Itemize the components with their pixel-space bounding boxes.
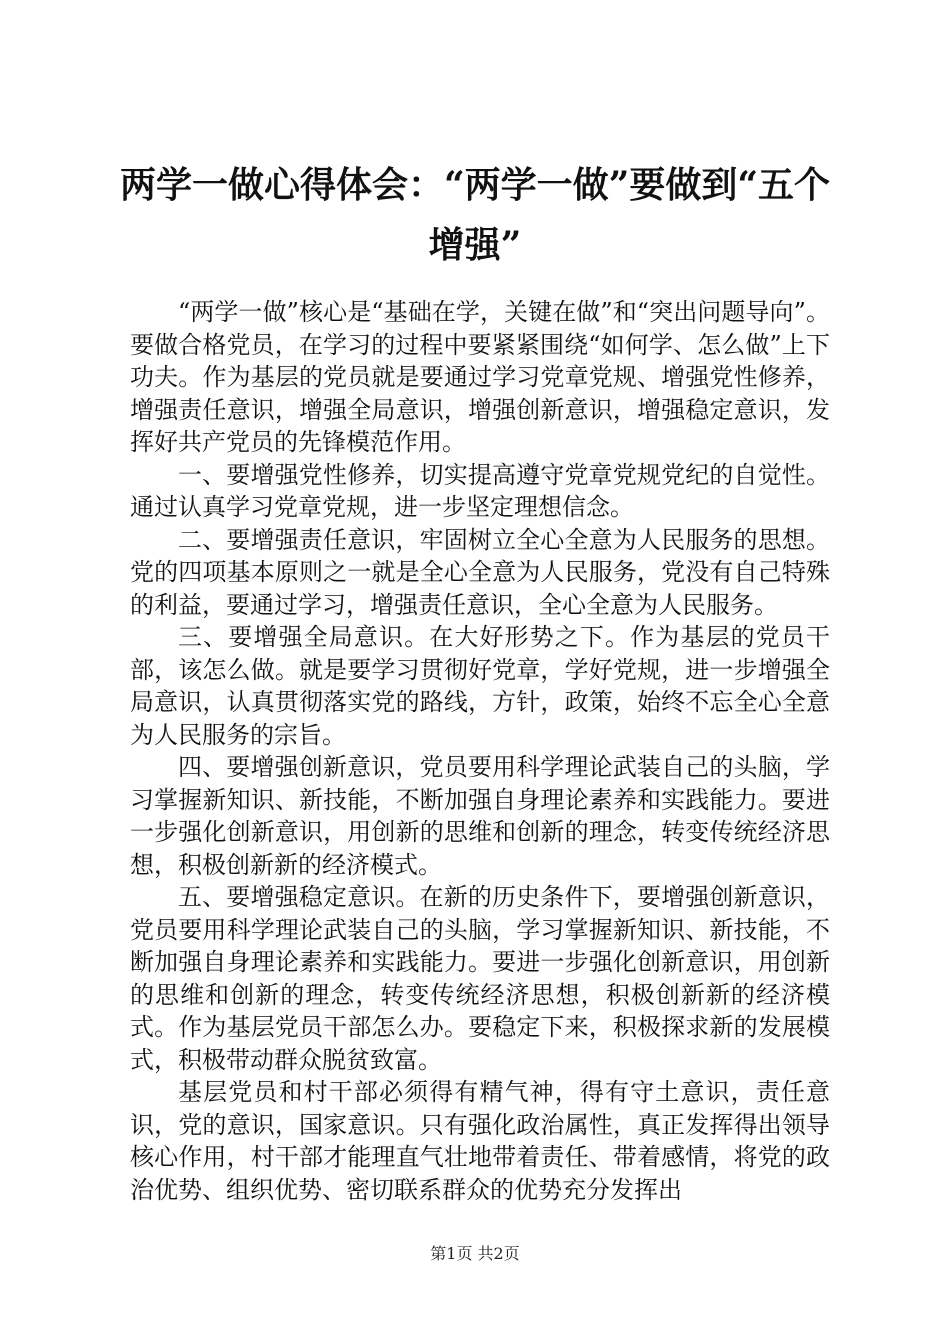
paragraph-4: 四、要增强创新意识，党员要用科学理论武装自己的头脑，学习掌握新知识、新技能，不断加强自身理论素养和实践能力。要进一步强化创新意识，用创新的思维和创新的理念，转变传统经济思想，积极创新新的经济模式。 [130,753,830,879]
paragraph-intro: “两学一做”核心是“基础在学，关键在做”和“突出问题导向”。要做合格党员，在学习的过程中要紧紧围绕“如何学、怎么做”上下功夫。作为基层的党员就是要通过学习党章党规、增强党性修养，增强责任意识，增强全局意识，增强创新意识，增强稳定意识，发挥好共产党员的先锋模范作用。 [130,298,830,456]
paragraph-5: 五、要增强稳定意识。在新的历史条件下，要增强创新意识，党员要用科学理论武装自己的头脑，学习掌握新知识、新技能，不断加强自身理论素养和实践能力。要进一步强化创新意识，用创新的思维和创新的理念，转变传统经济思想，积极创新新的经济模式。作为基层党员干部怎么办。要稳定下来，积极探求新的发展模式，积极带动群众脱贫致富。 [130,883,830,1074]
paragraph-1: 一、要增强党性修养，切实提高遵守党章党规党纪的自觉性。通过认真学习党章党规，进一步坚定理想信念。 [130,460,830,521]
document-title: 两学一做心得体会：“两学一做”要做到“五个增强” [119,164,831,266]
page-indicator: 第1页 共2页 [430,1244,520,1263]
paragraph-2: 二、要增强责任意识，牢固树立全心全意为人民服务的思想。党的四项基本原则之一就是全心全意为人民服务，党没有自己特殊的利益，要通过学习，增强责任意识，全心全意为人民服务。 [130,525,830,619]
paragraph-3: 三、要增强全局意识。在大好形势之下。作为基层的党员干部，该怎么做。就是要学习贯彻好党章，学好党规，进一步增强全局意识，认真贯彻落实党的路线，方针，政策，始终不忘全心全意为人民服务的宗旨。 [130,623,830,749]
document-body [130,296,830,1206]
paragraph-6: 基层党员和村干部必须得有精气神，得有守土意识，责任意识，党的意识，国家意识。只有强化政治属性，真正发挥得出领导核心作用，村干部才能理直气壮地带着责任、带着感情，将党的政治优势、组织优势、密切联系群众的优势充分发挥出 [130,1078,830,1204]
